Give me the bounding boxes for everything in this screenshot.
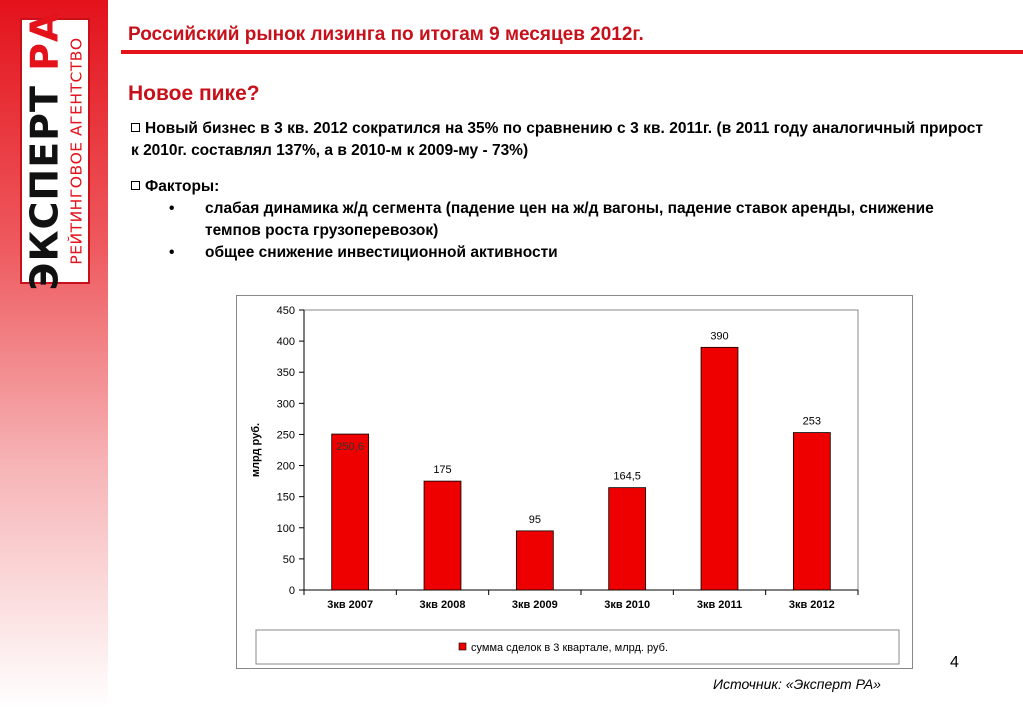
checkbox-bullet-icon	[131, 181, 140, 190]
x-tick-label: 3кв 2008	[419, 599, 466, 611]
y-tick-label: 300	[276, 398, 295, 411]
bar	[793, 433, 830, 590]
logo-main-text: ЭКСПЕРТ РА	[22, 11, 66, 291]
summary-text: Новый бизнес в 3 кв. 2012 сократился на 35% по сравнению с 3 кв. 2011г. (в 2011 году аналогичный прирост к 2010г. составлял 137%, а в 2010-м к 2009-му - 73%)	[131, 120, 983, 159]
bar	[701, 347, 738, 590]
bar	[424, 481, 461, 590]
plot-area-border	[304, 310, 858, 590]
x-tick-label: 3кв 2010	[604, 599, 651, 611]
bar-chart-svg	[237, 296, 912, 668]
y-tick-label: 0	[288, 585, 295, 597]
y-tick-label: 150	[276, 491, 295, 504]
data-label: 175	[433, 464, 452, 477]
data-label: 164,5	[613, 470, 641, 483]
data-label: 95	[528, 513, 541, 526]
y-axis-label: млрд руб.	[250, 422, 262, 478]
logo-sub-text: РЕЙТИНГОВОЕ АГЕНТСТВО	[68, 37, 87, 265]
y-tick-label: 200	[276, 460, 295, 473]
legend-label: сумма сделок в 3 квартале, млрд. руб.	[471, 642, 669, 654]
bullet-dot-icon: •	[169, 244, 175, 261]
y-tick-label: 100	[276, 522, 295, 535]
bar	[516, 531, 553, 590]
y-tick-label: 250	[276, 429, 295, 442]
data-label: 253	[802, 415, 822, 428]
slide-subtitle: Новое пике?	[128, 82, 260, 105]
checkbox-bullet-icon	[131, 123, 140, 132]
bar	[332, 434, 369, 590]
data-label: 250,6	[336, 441, 364, 454]
factors-label: Факторы:	[145, 178, 220, 195]
bar	[609, 488, 646, 590]
list-item	[131, 242, 983, 264]
bullet-text: слабая динамика ж/д сегмента (падение цен на ж/д вагоны, падение ставок аренды, снижение темпов роста грузоперевозок)	[205, 200, 934, 239]
y-tick-label: 350	[276, 367, 295, 380]
legend-swatch	[459, 643, 466, 650]
factors-heading	[131, 176, 983, 198]
bullet-dot-icon: •	[169, 200, 175, 217]
factors-block	[131, 176, 983, 264]
bullet-text: общее снижение инвестиционной активности	[205, 244, 558, 261]
y-tick-label: 400	[276, 336, 295, 349]
source-note: Источник: «Эксперт РА»	[713, 676, 881, 692]
summary-paragraph	[131, 118, 983, 162]
x-tick-label: 3кв 2012	[788, 599, 835, 611]
data-label: 390	[710, 330, 729, 343]
x-tick-label: 3кв 2011	[696, 599, 743, 611]
title-divider	[121, 50, 1023, 54]
x-tick-label: 3кв 2009	[511, 599, 558, 611]
y-tick-label: 50	[282, 553, 295, 566]
factors-list	[131, 198, 983, 264]
list-item	[131, 198, 983, 242]
page-number: 4	[950, 654, 959, 671]
page-title: Российский рынок лизинга по итогам 9 месяцев 2012г.	[128, 24, 644, 45]
expert-ra-logo	[20, 11, 90, 291]
x-tick-label: 3кв 2007	[327, 599, 374, 611]
y-tick-label: 450	[276, 305, 295, 317]
bar-chart	[236, 295, 913, 669]
